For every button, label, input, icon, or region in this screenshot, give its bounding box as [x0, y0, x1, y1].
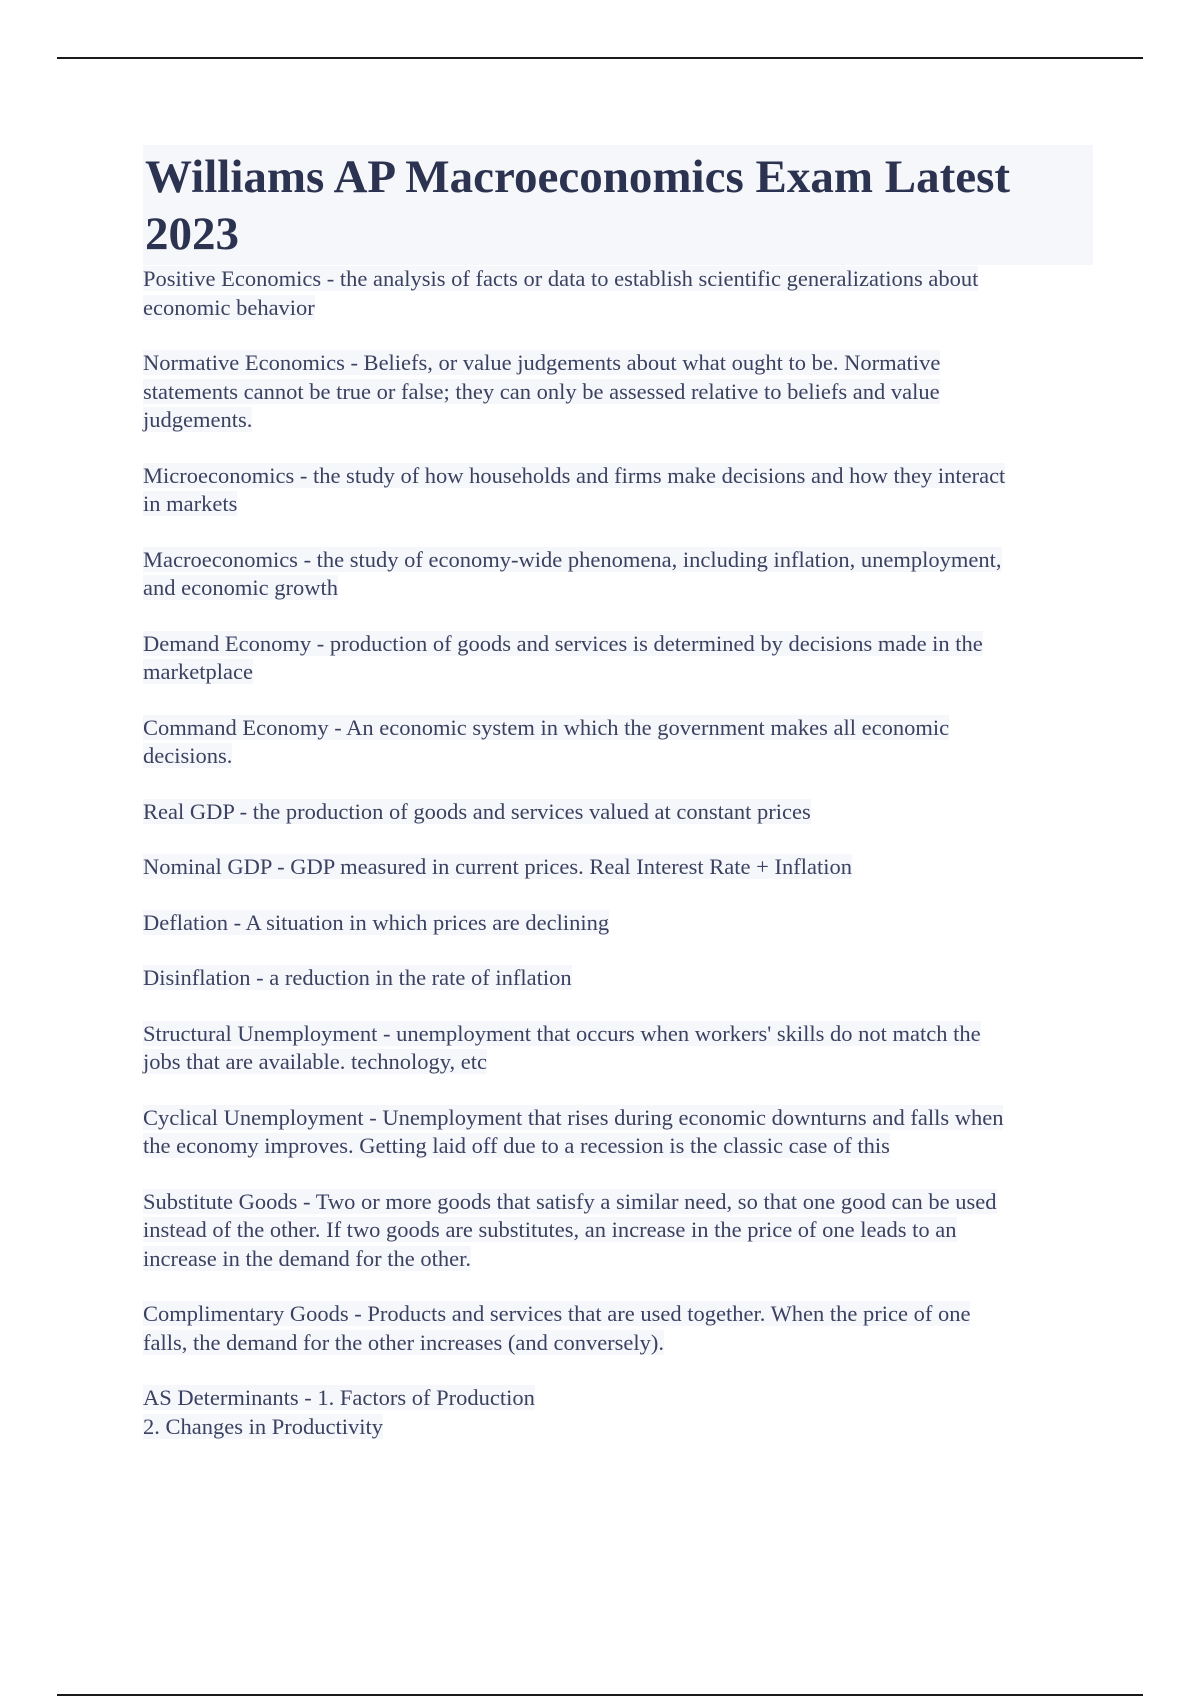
- list-item: [143, 349, 1093, 435]
- list-item: [143, 265, 1093, 322]
- list-item: [143, 853, 1093, 882]
- definition-text: AS Determinants - 1. Factors of Production 2. Changes in Productivity: [143, 1385, 535, 1439]
- list-item: [143, 1020, 1093, 1077]
- definition-text: Structural Unemployment - unemployment that occurs when workers' skills do not match the jobs that are available. technology, etc: [143, 1020, 981, 1074]
- list-item: [143, 546, 1093, 603]
- list-item: [143, 462, 1093, 519]
- list-item: [143, 714, 1093, 771]
- bottom-divider: [57, 1694, 1143, 1696]
- list-item: [143, 1104, 1093, 1161]
- definition-text: Command Economy - An economic system in which the government makes all economic decisions.: [143, 714, 950, 768]
- list-item: [143, 964, 1093, 993]
- list-item: [143, 1300, 1093, 1357]
- list-item: [143, 798, 1093, 827]
- definition-text: Demand Economy - production of goods and services is determined by decisions made in the marketplace: [143, 630, 983, 684]
- definition-text: Real GDP - the production of goods and services valued at constant prices: [143, 798, 811, 824]
- definition-text: Positive Economics - the analysis of facts or data to establish scientific generalizations about economic behavior: [143, 266, 979, 320]
- definition-text: Cyclical Unemployment - Unemployment that rises during economic downturns and falls when the economy improves. Getting laid off due to a recession is the classic case of this: [143, 1104, 1004, 1158]
- document-title: Williams AP Macroeconomics Exam Latest 2023: [143, 145, 1093, 265]
- definition-text: Deflation - A situation in which prices are declining: [143, 909, 610, 935]
- document-body: [143, 145, 1093, 1468]
- definition-text: Complimentary Goods - Products and services that are used together. When the price of one falls, the demand for the other increases (and conversely).: [143, 1301, 971, 1355]
- definition-text: Macroeconomics - the study of economy-wide phenomena, including inflation, unemployment, and economic growth: [143, 546, 1002, 600]
- definition-text: Microeconomics - the study of how households and firms make decisions and how they interact in markets: [143, 462, 1006, 516]
- top-divider: [57, 57, 1143, 59]
- definition-text: Normative Economics - Beliefs, or value judgements about what ought to be. Normative statements cannot be true or false; they can only be assessed relative to beliefs and value judgements.: [143, 350, 941, 432]
- list-item: [143, 1384, 1093, 1441]
- list-item: [143, 1188, 1093, 1274]
- definition-text: Disinflation - a reduction in the rate of inflation: [143, 965, 572, 990]
- definition-text: Substitute Goods - Two or more goods that satisfy a similar need, so that one good can be used instead of the other. If two goods are substitutes, an increase in the price of one leads to an increase in the demand for the other.: [143, 1188, 997, 1271]
- list-item: [143, 909, 1093, 938]
- definition-list: [143, 265, 1093, 1441]
- definition-text: Nominal GDP - GDP measured in current prices. Real Interest Rate + Inflation: [143, 854, 852, 879]
- list-item: [143, 630, 1093, 687]
